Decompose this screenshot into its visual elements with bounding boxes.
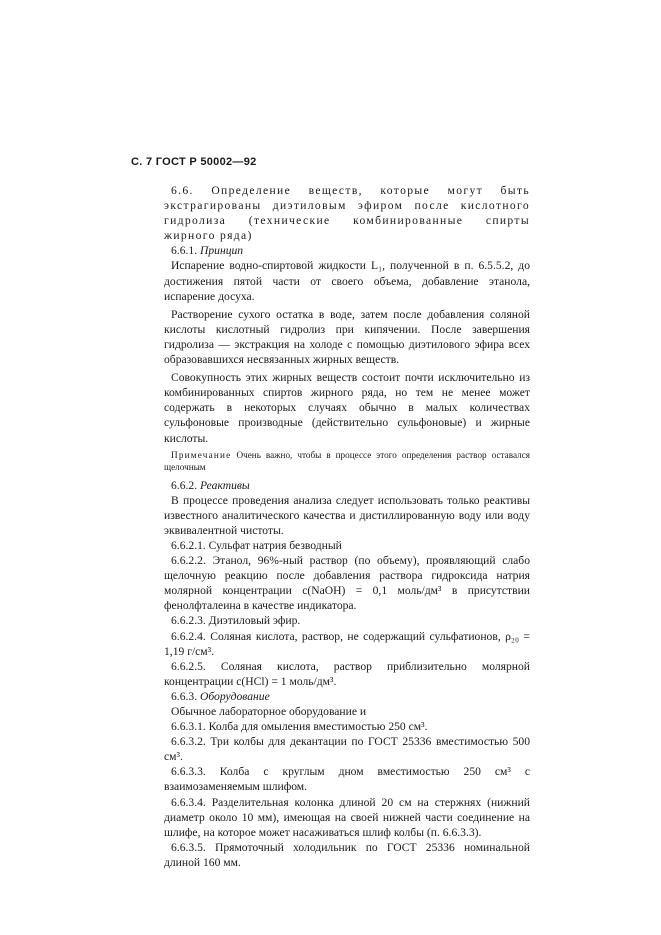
reagent-item: 6.6.2.2. Этанол, 96%-ный раствор (по объему), проявляющий слабо щелочную реакцию после добавления раствора гидроксида натрия молярной концентрации c(NaOH) = 0,1 моль/дм³ в присутствии фенолфталеина в качестве индикатора. bbox=[164, 554, 530, 613]
equipment-title: Оборудование bbox=[200, 689, 270, 703]
principle-note bbox=[164, 449, 530, 473]
equipment-item: 6.6.3.3. Колба с круглым дном вместимостью 250 см³ с взаимозаменяемым шлифом. bbox=[164, 765, 530, 794]
reagent-item: 6.6.2.5. Соляная кислота, раствор приблизительно молярной концентрации c(HCl) = 1 моль/дм³. bbox=[164, 659, 530, 688]
equipment-heading bbox=[164, 689, 530, 704]
reagent-item: 6.6.2.1. Сульфат натрия безводный bbox=[171, 538, 342, 552]
reagent-item: 6.6.2.4. Соляная кислота, раствор, не содержащий сульфатионов, ρ₂₀ = 1,19 г/см³. bbox=[164, 629, 530, 658]
principle-paragraph-3: Совокупность этих жирных веществ состоит почти исключительно из комбинированных спиртов жирного ряда, но тем не менее может содержать в некоторых случаях обычно в малых количествах сульфоновые производные (действительно сульфоновые) и жирные кислоты. bbox=[164, 371, 530, 445]
equipment-item: 6.6.3.4. Разделительная колонка длиной 20 см на стержнях (нижний диаметр около 10 мм), имеющая на своей нижней части соединение на шлифе, на которое может насаживаться шлиф колбы (п. 6.6.3.3). bbox=[164, 795, 530, 839]
note-label: Примечание bbox=[171, 449, 232, 460]
equipment-intro: Обычное лабораторное оборудование и bbox=[171, 705, 367, 718]
equipment-number: 6.6.3. bbox=[171, 689, 198, 703]
section-title: 6.6. Определение веществ, которые могут быть экстрагированы диэтиловым эфиром после кислотного гидролиза (технические комбинированные спирты жирного ряда) bbox=[164, 184, 530, 243]
page-header: С. 7 ГОСТ Р 50002—92 bbox=[131, 156, 257, 168]
equipment-item: 6.6.3.1. Колба для омыления вместимостью 250 см³. bbox=[171, 720, 428, 734]
equipment-item: 6.6.3.2. Три колбы для декантации по ГОСТ 25336 вместимостью 500 см³. bbox=[164, 735, 530, 764]
reagents-heading bbox=[164, 478, 530, 493]
note-text: Очень важно, чтобы в процессе этого определения раствор оставался щелочным bbox=[164, 449, 531, 472]
document-body bbox=[164, 183, 530, 870]
principle-title: Принцип bbox=[200, 244, 244, 258]
principle-paragraph-2: Растворение сухого остатка в воде, затем после добавления соляной кислоты кислотный гидролиз при кипячении. После завершения гидролиза — экстракция на холоде с помощью диэтилового эфира всех образовавшихся несвязанных жирных веществ. bbox=[164, 307, 530, 367]
reagents-intro: В процессе проведения анализа следует использовать только реактивы известного аналитического качества и дистиллированную воду или воду эквивалентной чистоты. bbox=[164, 493, 530, 537]
equipment-item: 6.6.3.5. Прямоточный холодильник по ГОСТ 25336 номинальной длиной 160 мм. bbox=[164, 840, 530, 869]
principle-heading bbox=[164, 243, 530, 258]
reagents-number: 6.6.2. bbox=[171, 478, 198, 492]
principle-paragraph-1: Испарение водно-спиртовой жидкости L₁, полученной в п. 6.5.5.2, до достижения пятой части от своего объема, добавление этанола, испарение досуха. bbox=[164, 259, 530, 303]
reagents-title: Реактивы bbox=[200, 478, 250, 492]
principle-number: 6.6.1. bbox=[171, 244, 198, 258]
reagent-item: 6.6.2.3. Диэтиловый эфир. bbox=[171, 614, 301, 628]
